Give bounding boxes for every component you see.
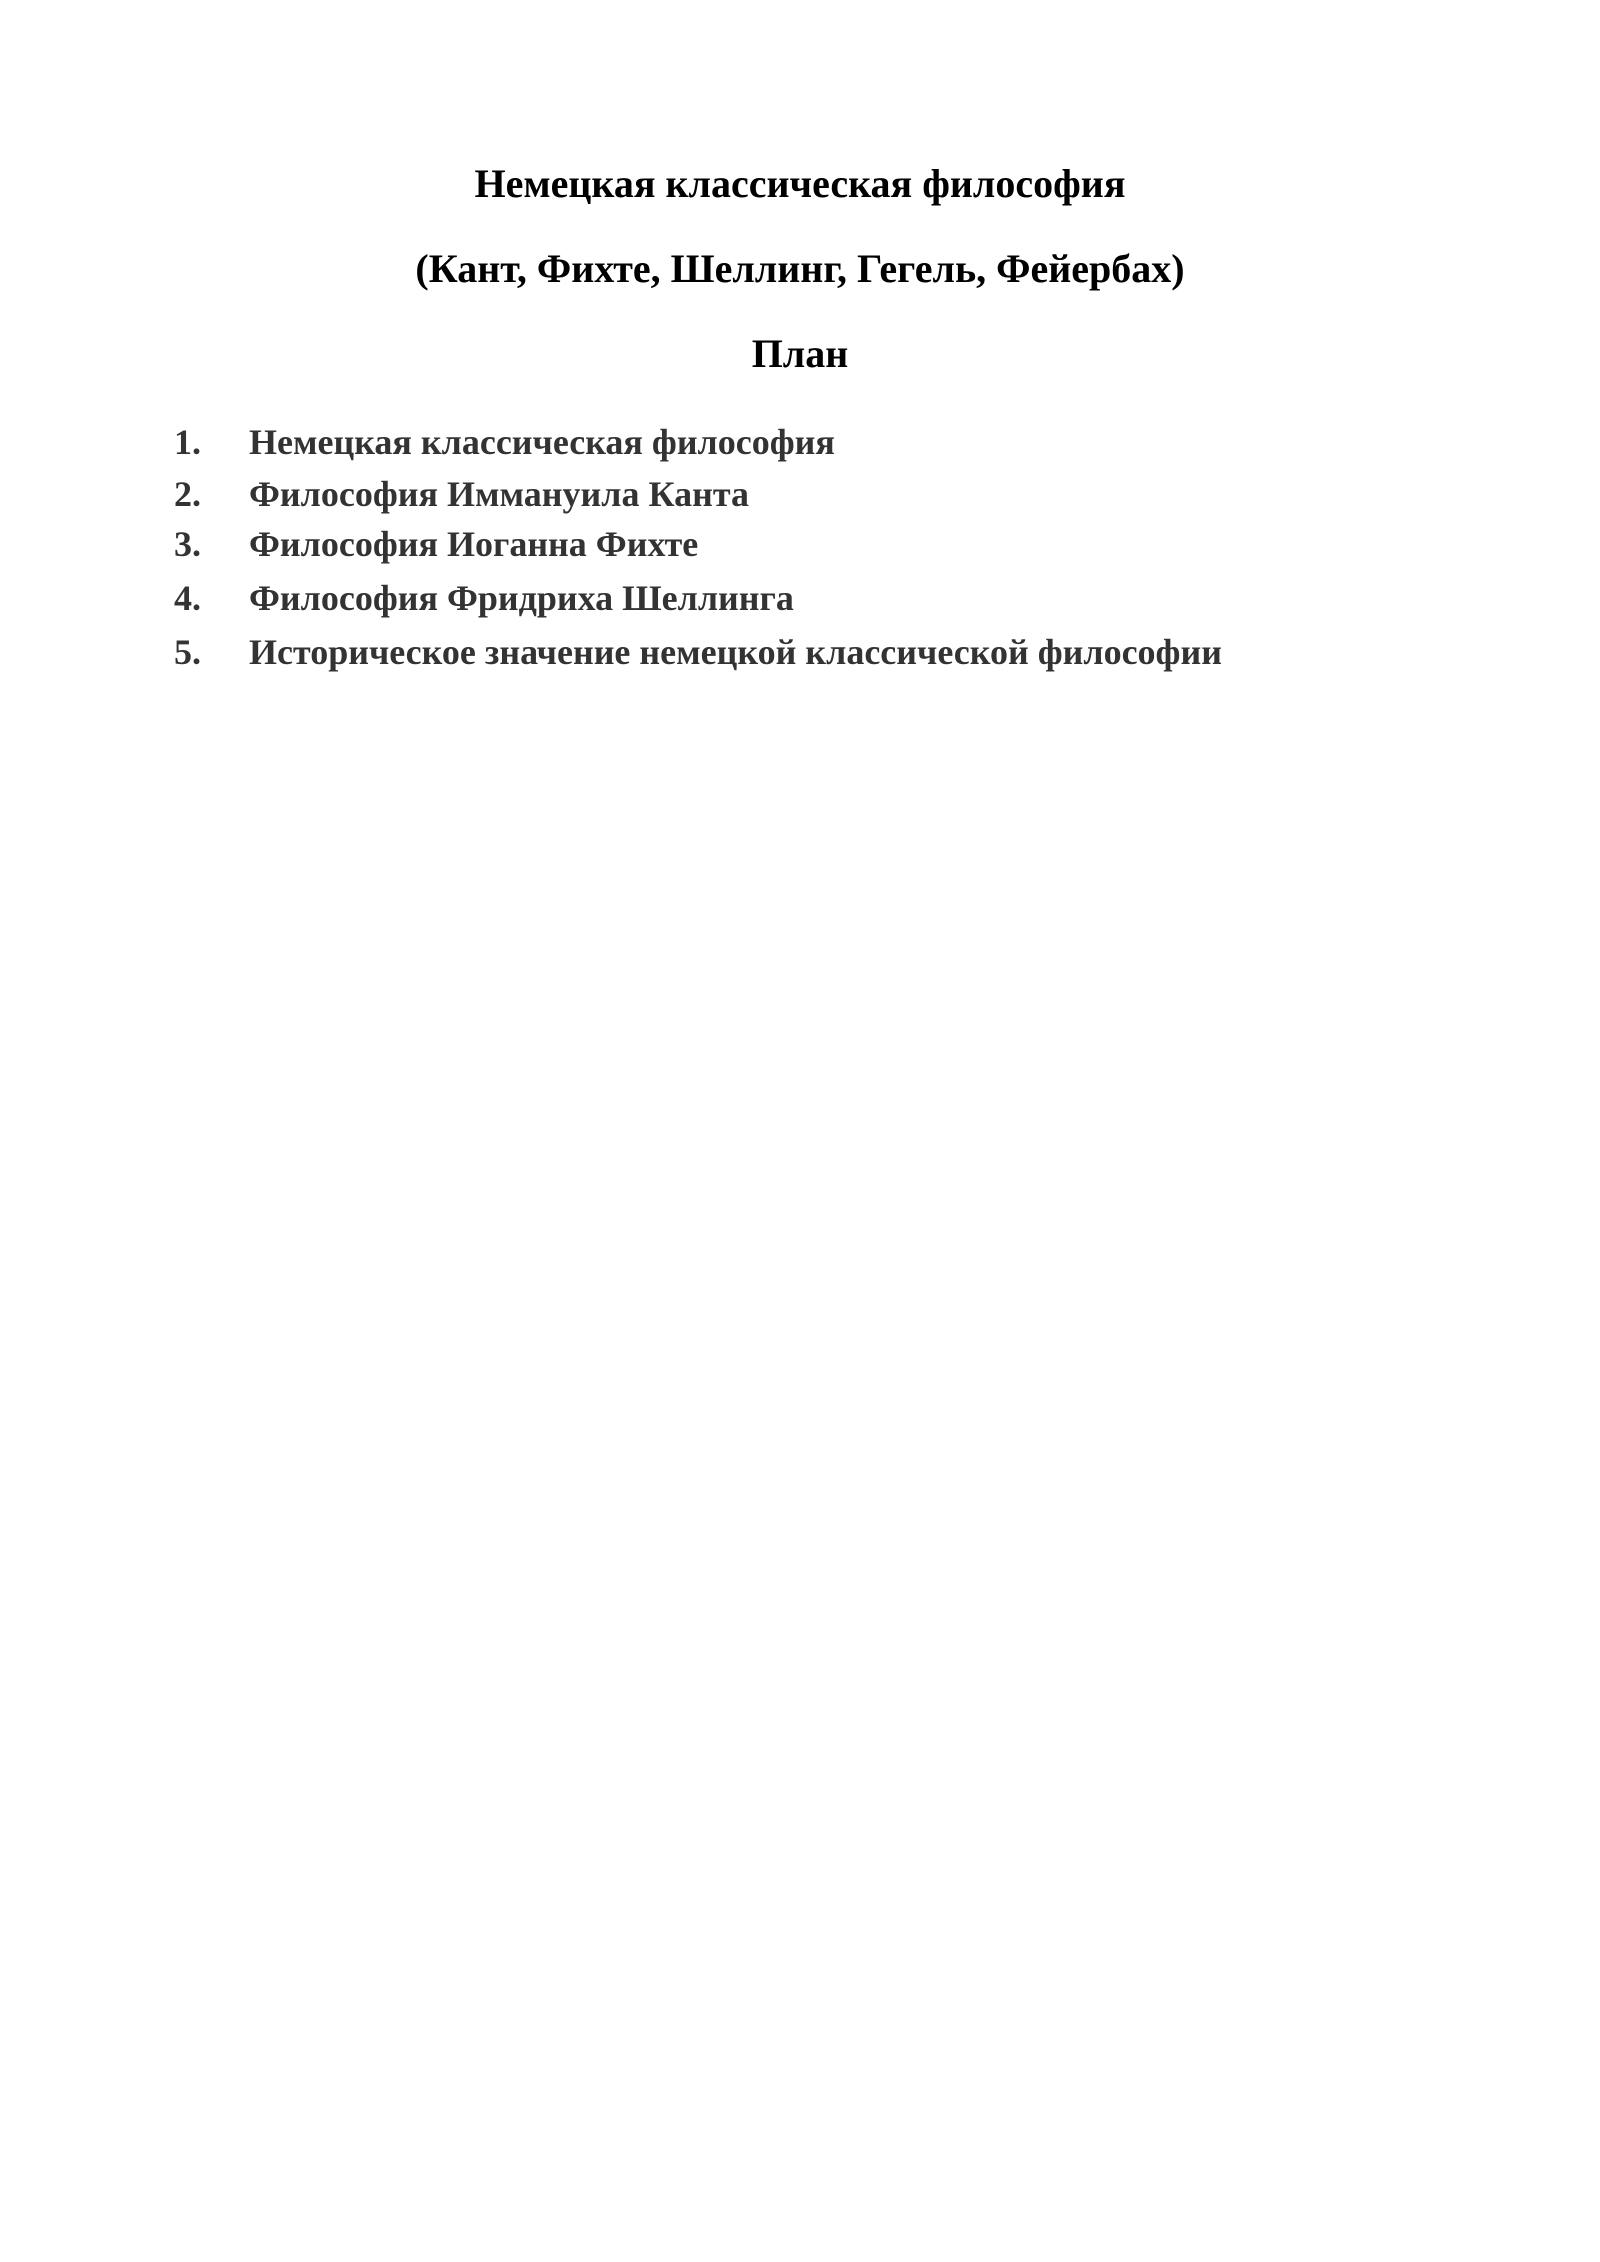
document-title: Немецкая классическая философия [474, 161, 1126, 206]
plan-item-5 [0, 628, 1400, 676]
plan-item-number: 5. [174, 632, 201, 672]
plan-item-2 [0, 470, 1400, 518]
plan-item-text: Философия Иоганна Фихте [249, 524, 699, 564]
plan-item-number: 1. [174, 422, 201, 462]
document-subtitle: (Кант, Фихте, Шеллинг, Гегель, Фейербах) [415, 246, 1185, 291]
plan-item-1 [0, 418, 1400, 466]
plan-heading: План [751, 331, 849, 376]
plan-item-number: 4. [174, 578, 201, 618]
plan-item-4 [0, 574, 1400, 622]
plan-item-number: 2. [174, 474, 201, 514]
plan-item-text: Философия Фридриха Шеллинга [249, 578, 794, 618]
plan-item-text: Историческое значение немецкой классической философии [249, 632, 1222, 672]
plan-item-text: Немецкая классическая философия [249, 422, 835, 462]
plan-item-number: 3. [174, 524, 201, 564]
plan-item-3 [0, 520, 1400, 568]
plan-item-text: Философия Иммануила Канта [249, 474, 749, 514]
